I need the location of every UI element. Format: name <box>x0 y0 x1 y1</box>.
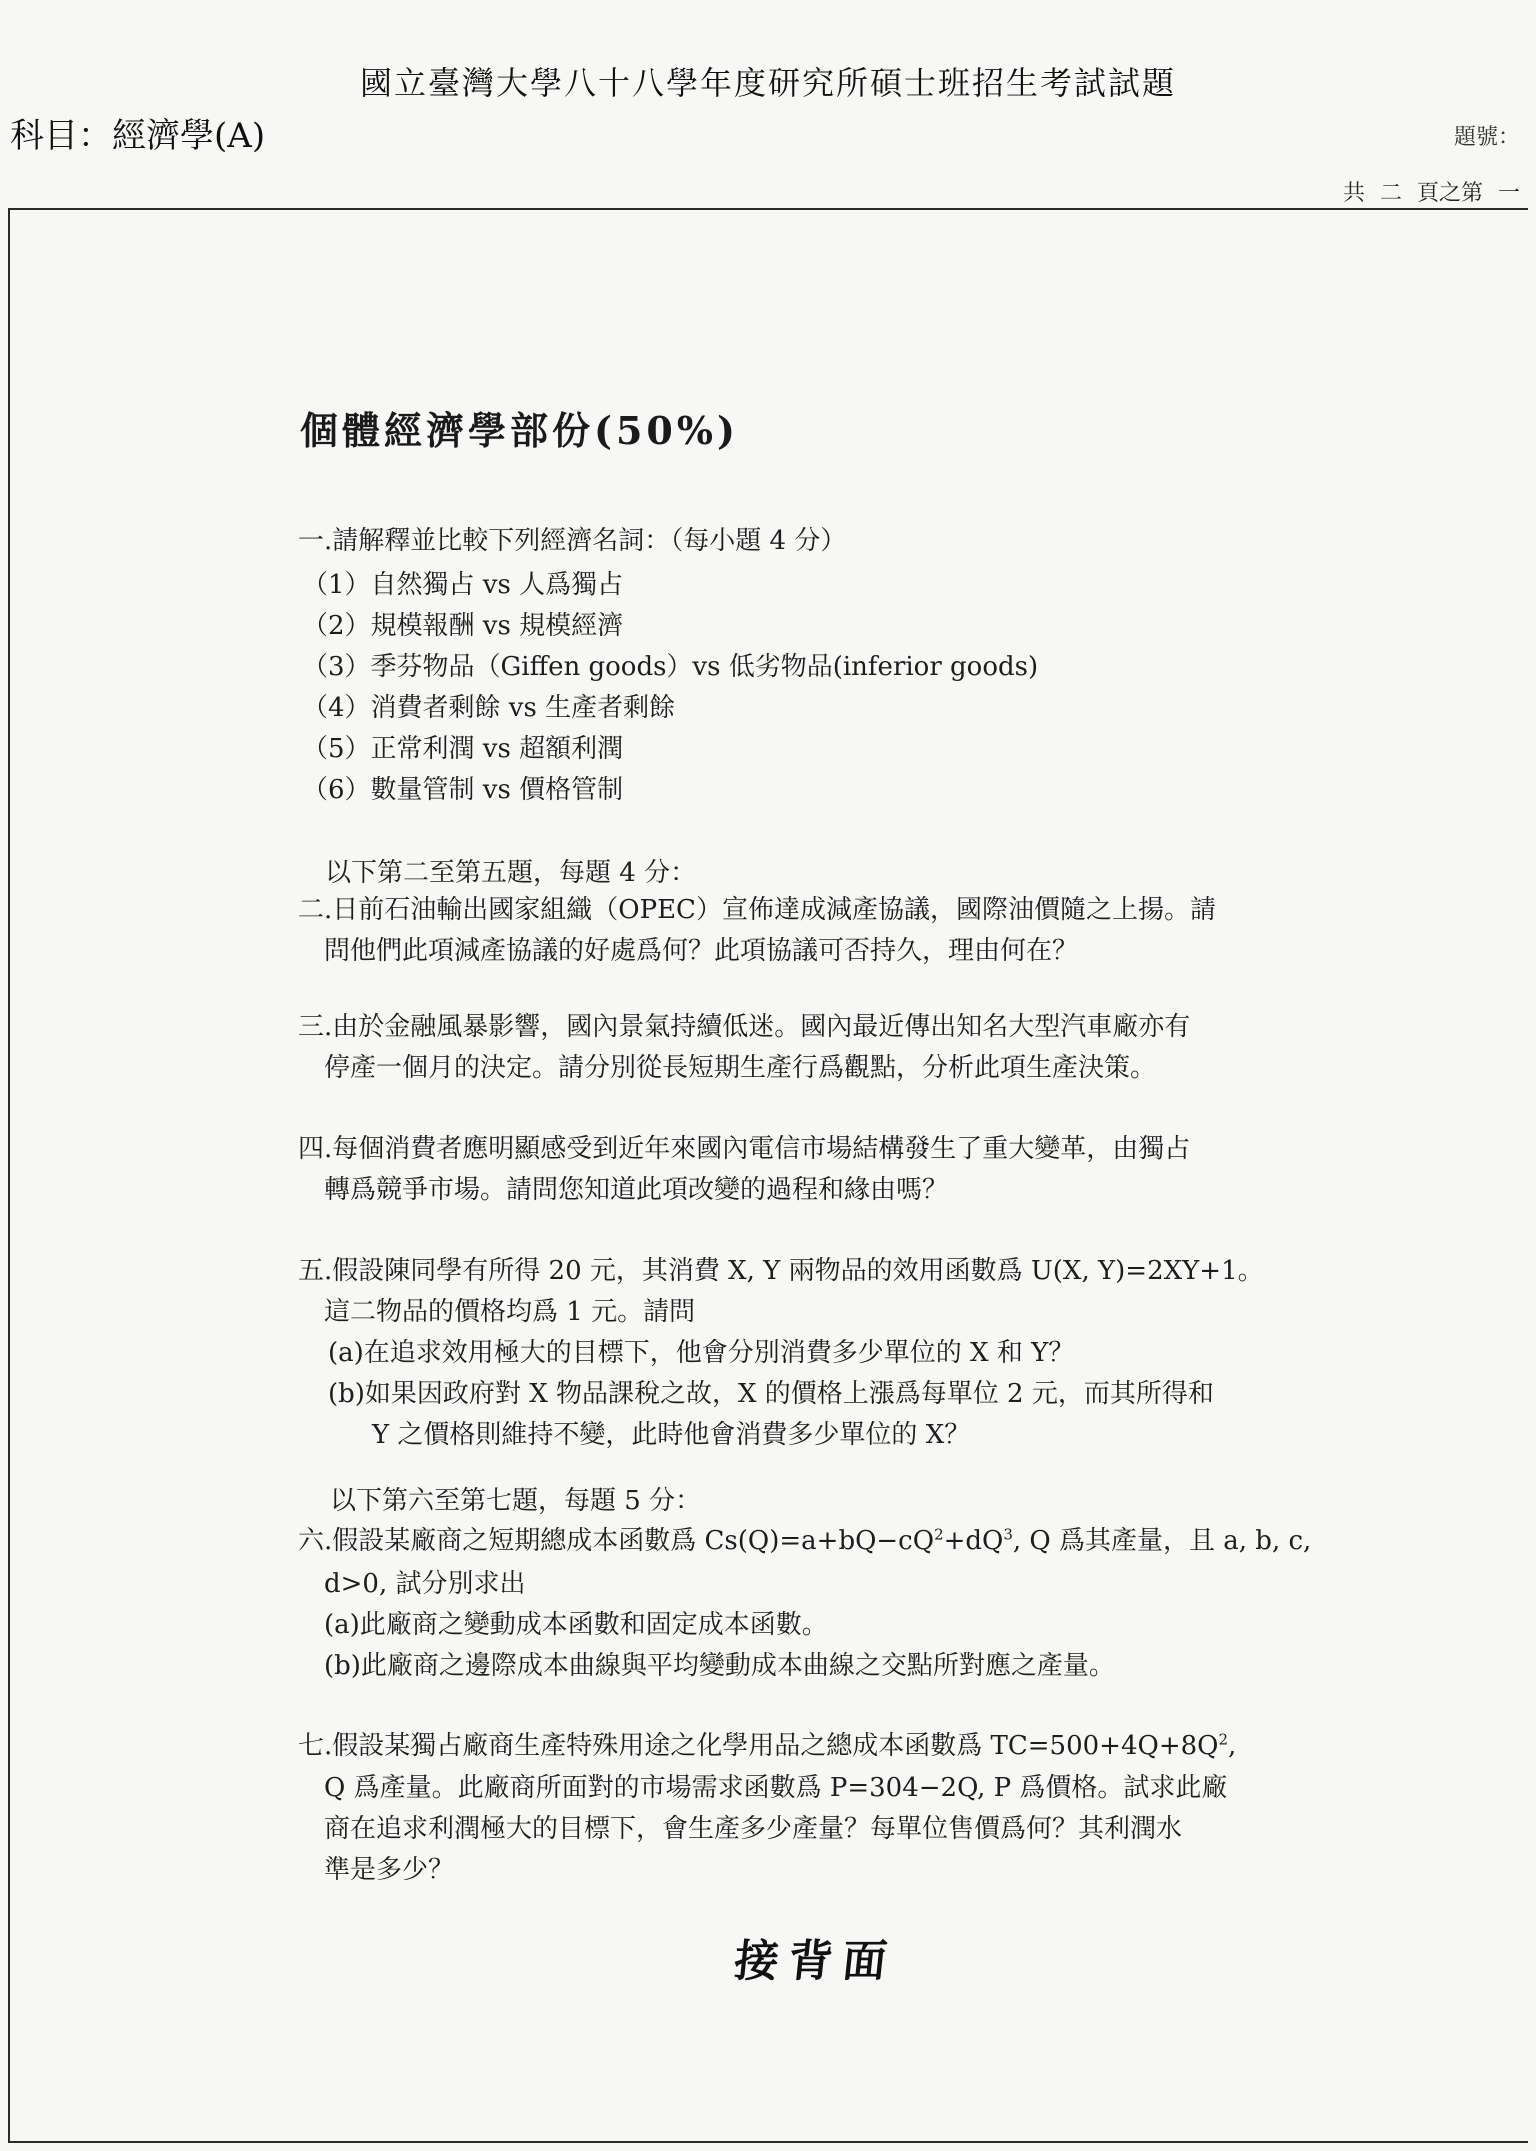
question-6-part-b: (b)此廠商之邊際成本曲線與平均變動成本曲線之交點所對應之產量。 <box>324 1651 1115 1681</box>
section-title: 個體經濟學部份(50%) <box>300 408 739 453</box>
question-7-line: 準是多少？ <box>324 1855 455 1885</box>
question-6-line: d>0, 試分別求出 <box>324 1569 526 1599</box>
question-4-line: 四.每個消費者應明顯感受到近年來國內電信市場結構發生了重大變革，由獨占 <box>298 1134 1191 1164</box>
left-rule <box>8 208 10 2143</box>
top-rule <box>8 208 1528 210</box>
question-1-item: （3）季芬物品（Giffen goods）vs 低劣物品(inferior goods) <box>302 652 1039 682</box>
page-info: 共 二 頁之第 一 <box>1343 181 1520 206</box>
question-7-line: 七.假設某獨占廠商生產特殊用途之化學用品之總成本函數爲 $TC=500+4Q+8Q^2$, <box>298 1730 1237 1761</box>
question-1-item: （1）自然獨占 vs 人爲獨占 <box>302 570 624 600</box>
question-1-item: （2）規模報酬 vs 規模經濟 <box>302 611 624 641</box>
bottom-rule <box>8 2141 1528 2143</box>
question-5-line: 這二物品的價格均爲 1 元。請問 <box>324 1297 696 1327</box>
question-3-line: 三.由於金融風暴影響，國內景氣持續低迷。國內最近傳出知名大型汽車廠亦有 <box>298 1012 1191 1042</box>
question-1-item: （6）數量管制 vs 價格管制 <box>302 775 624 805</box>
question-5-part-a: (a)在追求效用極大的目標下，他會分別消費多少單位的 X 和 Y？ <box>328 1338 1075 1368</box>
question-6-part-a: (a)此廠商之變動成本函數和固定成本函數。 <box>324 1610 828 1640</box>
question-6-line: 六.假設某廠商之短期總成本函數爲 $Cs(Q)=a+bQ-cQ^2+dQ^3$, Q 爲其產量，且 a, b, c, <box>298 1525 1312 1556</box>
question-number-label: 題號： <box>1453 125 1520 150</box>
question-2-line: 問他們此項減產協議的好處爲何？此項協議可否持久，理由何在？ <box>324 936 1079 966</box>
scoring-note-2-5: 以下第二至第五題，每題 4 分： <box>325 858 697 888</box>
question-1-item: （5）正常利潤 vs 超額利潤 <box>302 734 624 764</box>
question-3-line: 停產一個月的決定。請分別從長短期生產行爲觀點，分析此項生產決策。 <box>324 1053 1157 1083</box>
question-2-line: 二.日前石油輸出國家組織（OPEC）宣佈達成減產協議，國際油價隨之上揚。請 <box>298 895 1216 925</box>
question-5-part-b: Y 之價格則維持不變，此時他會消費多少單位的 X？ <box>372 1420 971 1450</box>
question-7-line: Q 爲產量。此廠商所面對的市場需求函數爲 P=304−2Q, P 爲價格。試求此廠 <box>324 1773 1228 1803</box>
subject-label: 科目：經濟學(A) <box>10 116 266 156</box>
question-1-item: （4）消費者剩餘 vs 生產者剩餘 <box>302 693 676 723</box>
question-1-prompt: 一.請解釋並比較下列經濟名詞：（每小題 4 分） <box>298 526 847 556</box>
question-5-part-b: (b)如果因政府對 X 物品課稅之故，X 的價格上漲爲每單位 2 元，而其所得和 <box>328 1379 1214 1409</box>
continue-on-back-note: 接背面 <box>731 1936 900 1987</box>
question-5-line: 五.假設陳同學有所得 20 元，其消費 X, Y 兩物品的效用函數爲 U(X, Y)=2XY+1。 <box>298 1256 1264 1286</box>
question-7-line: 商在追求利潤極大的目標下，會生產多少產量？每單位售價爲何？其利潤水 <box>324 1814 1183 1844</box>
question-4-line: 轉爲競爭市場。請問您知道此項改變的過程和緣由嗎？ <box>324 1175 949 1205</box>
scoring-note-6-7: 以下第六至第七題，每題 5 分： <box>330 1486 702 1516</box>
exam-title: 國立臺灣大學八十八學年度研究所碩士班招生考試試題 <box>359 64 1176 102</box>
